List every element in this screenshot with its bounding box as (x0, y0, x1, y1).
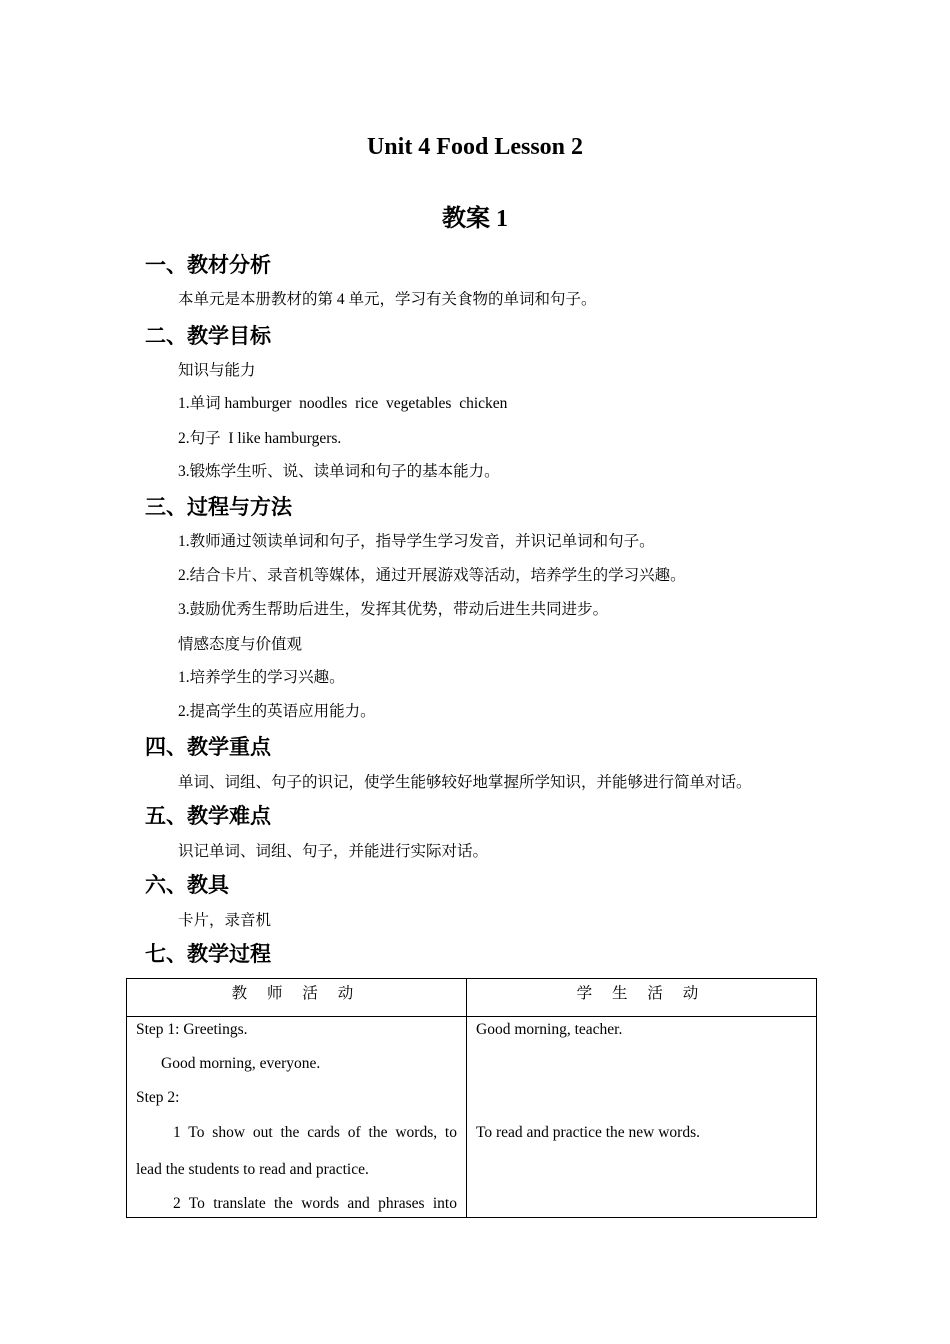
section-heading-4: 四、教学重点 (145, 735, 271, 759)
section-3-item: 2.结合卡片、录音机等媒体，通过开展游戏等活动，培养学生的学习兴趣。 (178, 567, 686, 584)
document-subtitle: 教案 1 (442, 206, 508, 232)
student-line: To read and practice the new words. (476, 1124, 701, 1141)
section-3-item: 1.培养学生的学习兴趣。 (178, 669, 345, 686)
section-4-text: 单词、词组、句子的识记，使学生能够较好地掌握所学知识，并能够进行简单对话。 (178, 774, 752, 791)
teacher-line: 2 To translate the words and phrases into (173, 1195, 457, 1212)
section-heading-2: 二、教学目标 (145, 324, 271, 348)
table-row (127, 1017, 817, 1218)
table-header-row (127, 979, 817, 1017)
section-2-item: 3.锻炼学生听、说、读单词和句子的基本能力。 (178, 463, 500, 480)
section-3-subheading: 情感态度与价值观 (178, 636, 303, 653)
section-3-item: 1.教师通过领读单词和句子，指导学生学习发音，并识记单词和句子。 (178, 533, 655, 550)
section-1-text: 本单元是本册教材的第 4 单元，学习有关食物的单词和句子。 (178, 291, 597, 308)
section-2-item: 1.单词 hamburger noodles rice vegetables chicken (178, 395, 508, 412)
section-2-item: 2.句子 I like hamburgers. (178, 430, 342, 447)
section-heading-3: 三、过程与方法 (145, 495, 292, 519)
teacher-line: Good morning, everyone. (161, 1055, 321, 1072)
teacher-line: Step 2: (136, 1089, 180, 1106)
section-heading-7: 七、教学过程 (145, 942, 271, 966)
section-3-item: 2.提高学生的英语应用能力。 (178, 703, 376, 720)
section-heading-6: 六、教具 (145, 873, 229, 897)
section-2-subheading: 知识与能力 (178, 362, 256, 379)
teacher-line: 1 To show out the cards of the words, to (173, 1124, 457, 1141)
section-3-item: 3.鼓励优秀生帮助后进生，发挥其优势，带动后进生共同进步。 (178, 601, 609, 618)
student-activity-header: 学 生 活 动 (467, 979, 817, 1017)
section-6-text: 卡片，录音机 (178, 912, 272, 929)
teaching-process-table (126, 978, 817, 1218)
teacher-line: Step 1: Greetings. (136, 1021, 248, 1038)
section-heading-1: 一、教材分析 (145, 253, 271, 277)
teacher-line: lead the students to read and practice. (136, 1161, 369, 1178)
teacher-activity-cell (127, 1017, 467, 1218)
section-5-text: 识记单词、词组、句子，并能进行实际对话。 (178, 843, 489, 860)
document-title: Unit 4 Food Lesson 2 (366, 134, 584, 160)
student-line: Good morning, teacher. (476, 1021, 623, 1038)
section-heading-5: 五、教学难点 (145, 804, 271, 828)
student-activity-cell (467, 1017, 817, 1218)
teacher-activity-header: 教 师 活 动 (127, 979, 467, 1017)
